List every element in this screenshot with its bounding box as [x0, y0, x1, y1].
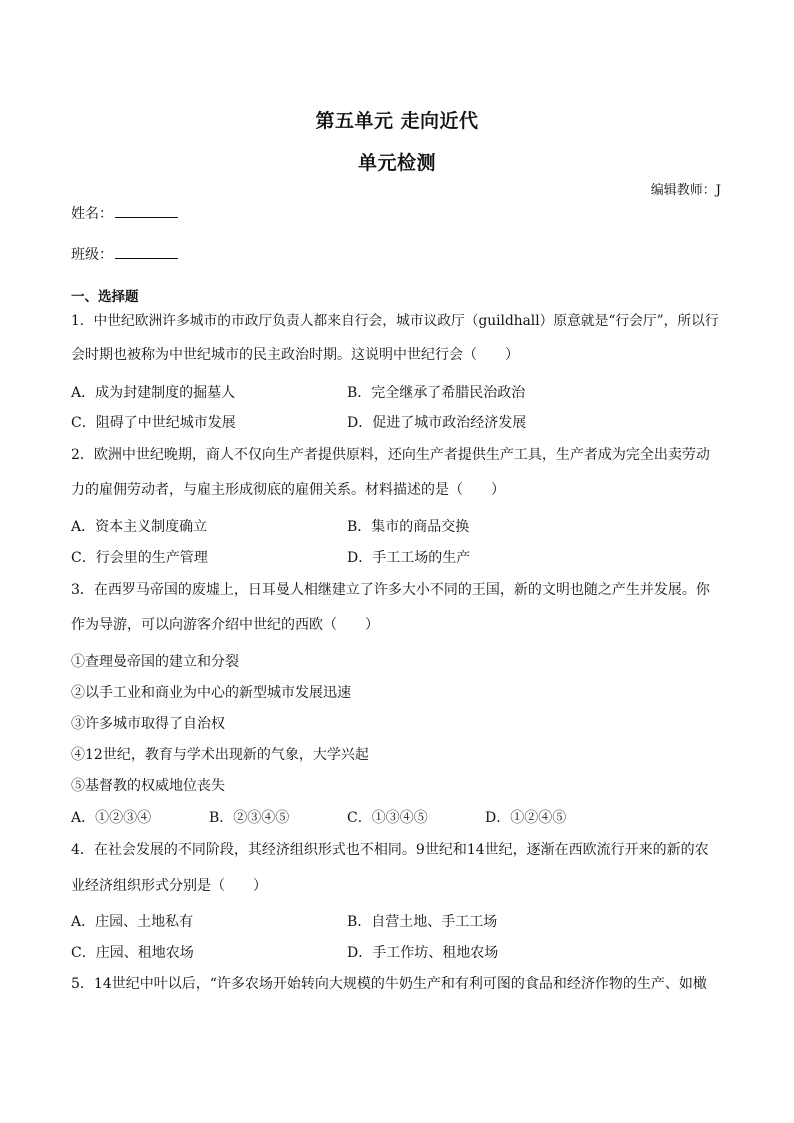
- section-heading: 一、选择题: [71, 289, 139, 305]
- question-3-statement-4: ④12世纪，教育与学术出现新的气象，大学兴起: [71, 747, 369, 763]
- question-3-option-c: C．①③④⑤: [347, 810, 428, 826]
- question-3-option-b: B．②③④⑤: [209, 810, 290, 826]
- question-2-option-c: C．行会里的生产管理: [71, 550, 208, 566]
- editor-credit: 编辑教师：J: [650, 183, 721, 198]
- class-blank[interactable]: [115, 245, 178, 259]
- question-1-option-c: C．阻碍了中世纪城市发展: [71, 415, 236, 431]
- question-3-option-d: D．①②④⑤: [485, 810, 567, 826]
- question-1-line-1: 1．中世纪欧洲许多城市的市政厅负责人都来自行会，城市议政厅（guildhall）原意就是“行会厅”，所以行: [71, 313, 719, 329]
- question-2-line-2: 力的雇佣劳动者，与雇主形成彻底的雇佣关系。材料描述的是（ ）: [71, 482, 505, 498]
- question-1-option-b: B．完全继承了希腊民治政治: [347, 385, 526, 401]
- question-4-option-a: A．庄园、土地私有: [71, 914, 194, 930]
- question-3-statement-3: ③许多城市取得了自治权: [71, 716, 225, 732]
- class-label: 班级：: [71, 247, 113, 263]
- question-4-option-d: D．手工作坊、租地农场: [347, 945, 499, 961]
- question-1-line-2: 会时期也被称为中世纪城市的民主政治时期。这说明中世纪行会（ ）: [71, 347, 519, 363]
- question-2-option-d: D．手工工场的生产: [347, 550, 471, 566]
- question-3-line-1: 3．在西罗马帝国的废墟上，日耳曼人相继建立了许多大小不同的王国，新的文明也随之产生并发展。你: [71, 582, 710, 598]
- name-blank[interactable]: [115, 204, 178, 218]
- question-1-option-a: A．成为封建制度的掘墓人: [71, 385, 236, 401]
- question-4-line-1: 4．在社会发展的不同阶段，其经济组织形式也不相同。9世纪和14世纪，逐渐在西欧流行开来的新的农: [71, 842, 709, 858]
- test-title: 单元检测: [357, 152, 436, 174]
- question-3-line-2: 作为导游，可以向游客介绍中世纪的西欧（ ）: [71, 617, 379, 633]
- question-3-statement-1: ①查理曼帝国的建立和分裂: [71, 654, 239, 670]
- name-field: [71, 203, 178, 223]
- class-field: [71, 244, 178, 264]
- question-2-line-1: 2．欧洲中世纪晚期，商人不仅向生产者提供原料，还向生产者提供生产工具，生产者成为完全出卖劳动: [71, 447, 710, 463]
- question-4-option-c: C．庄园、租地农场: [71, 945, 194, 961]
- name-label: 姓名：: [71, 206, 113, 222]
- question-2-option-a: A．资本主义制度确立: [71, 519, 208, 535]
- question-5-line-1: 5．14世纪中叶以后，“许多农场开始转向大规模的牛奶生产和有利可图的食品和经济作物的生产、如橄: [71, 976, 707, 992]
- question-4-line-2: 业经济组织形式分别是（ ）: [71, 878, 267, 894]
- question-2-option-b: B．集市的商品交换: [347, 519, 470, 535]
- question-3-statement-5: ⑤基督教的权威地位丧失: [71, 778, 225, 794]
- question-3-statement-2: ②以手工业和商业为中心的新型城市发展迅速: [71, 685, 351, 701]
- unit-title: 第五单元 走向近代: [315, 110, 479, 132]
- question-1-option-d: D．促进了城市政治经济发展: [347, 415, 527, 431]
- question-3-option-a: A．①②③④: [71, 810, 152, 826]
- question-4-option-b: B．自营土地、手工工场: [347, 914, 498, 930]
